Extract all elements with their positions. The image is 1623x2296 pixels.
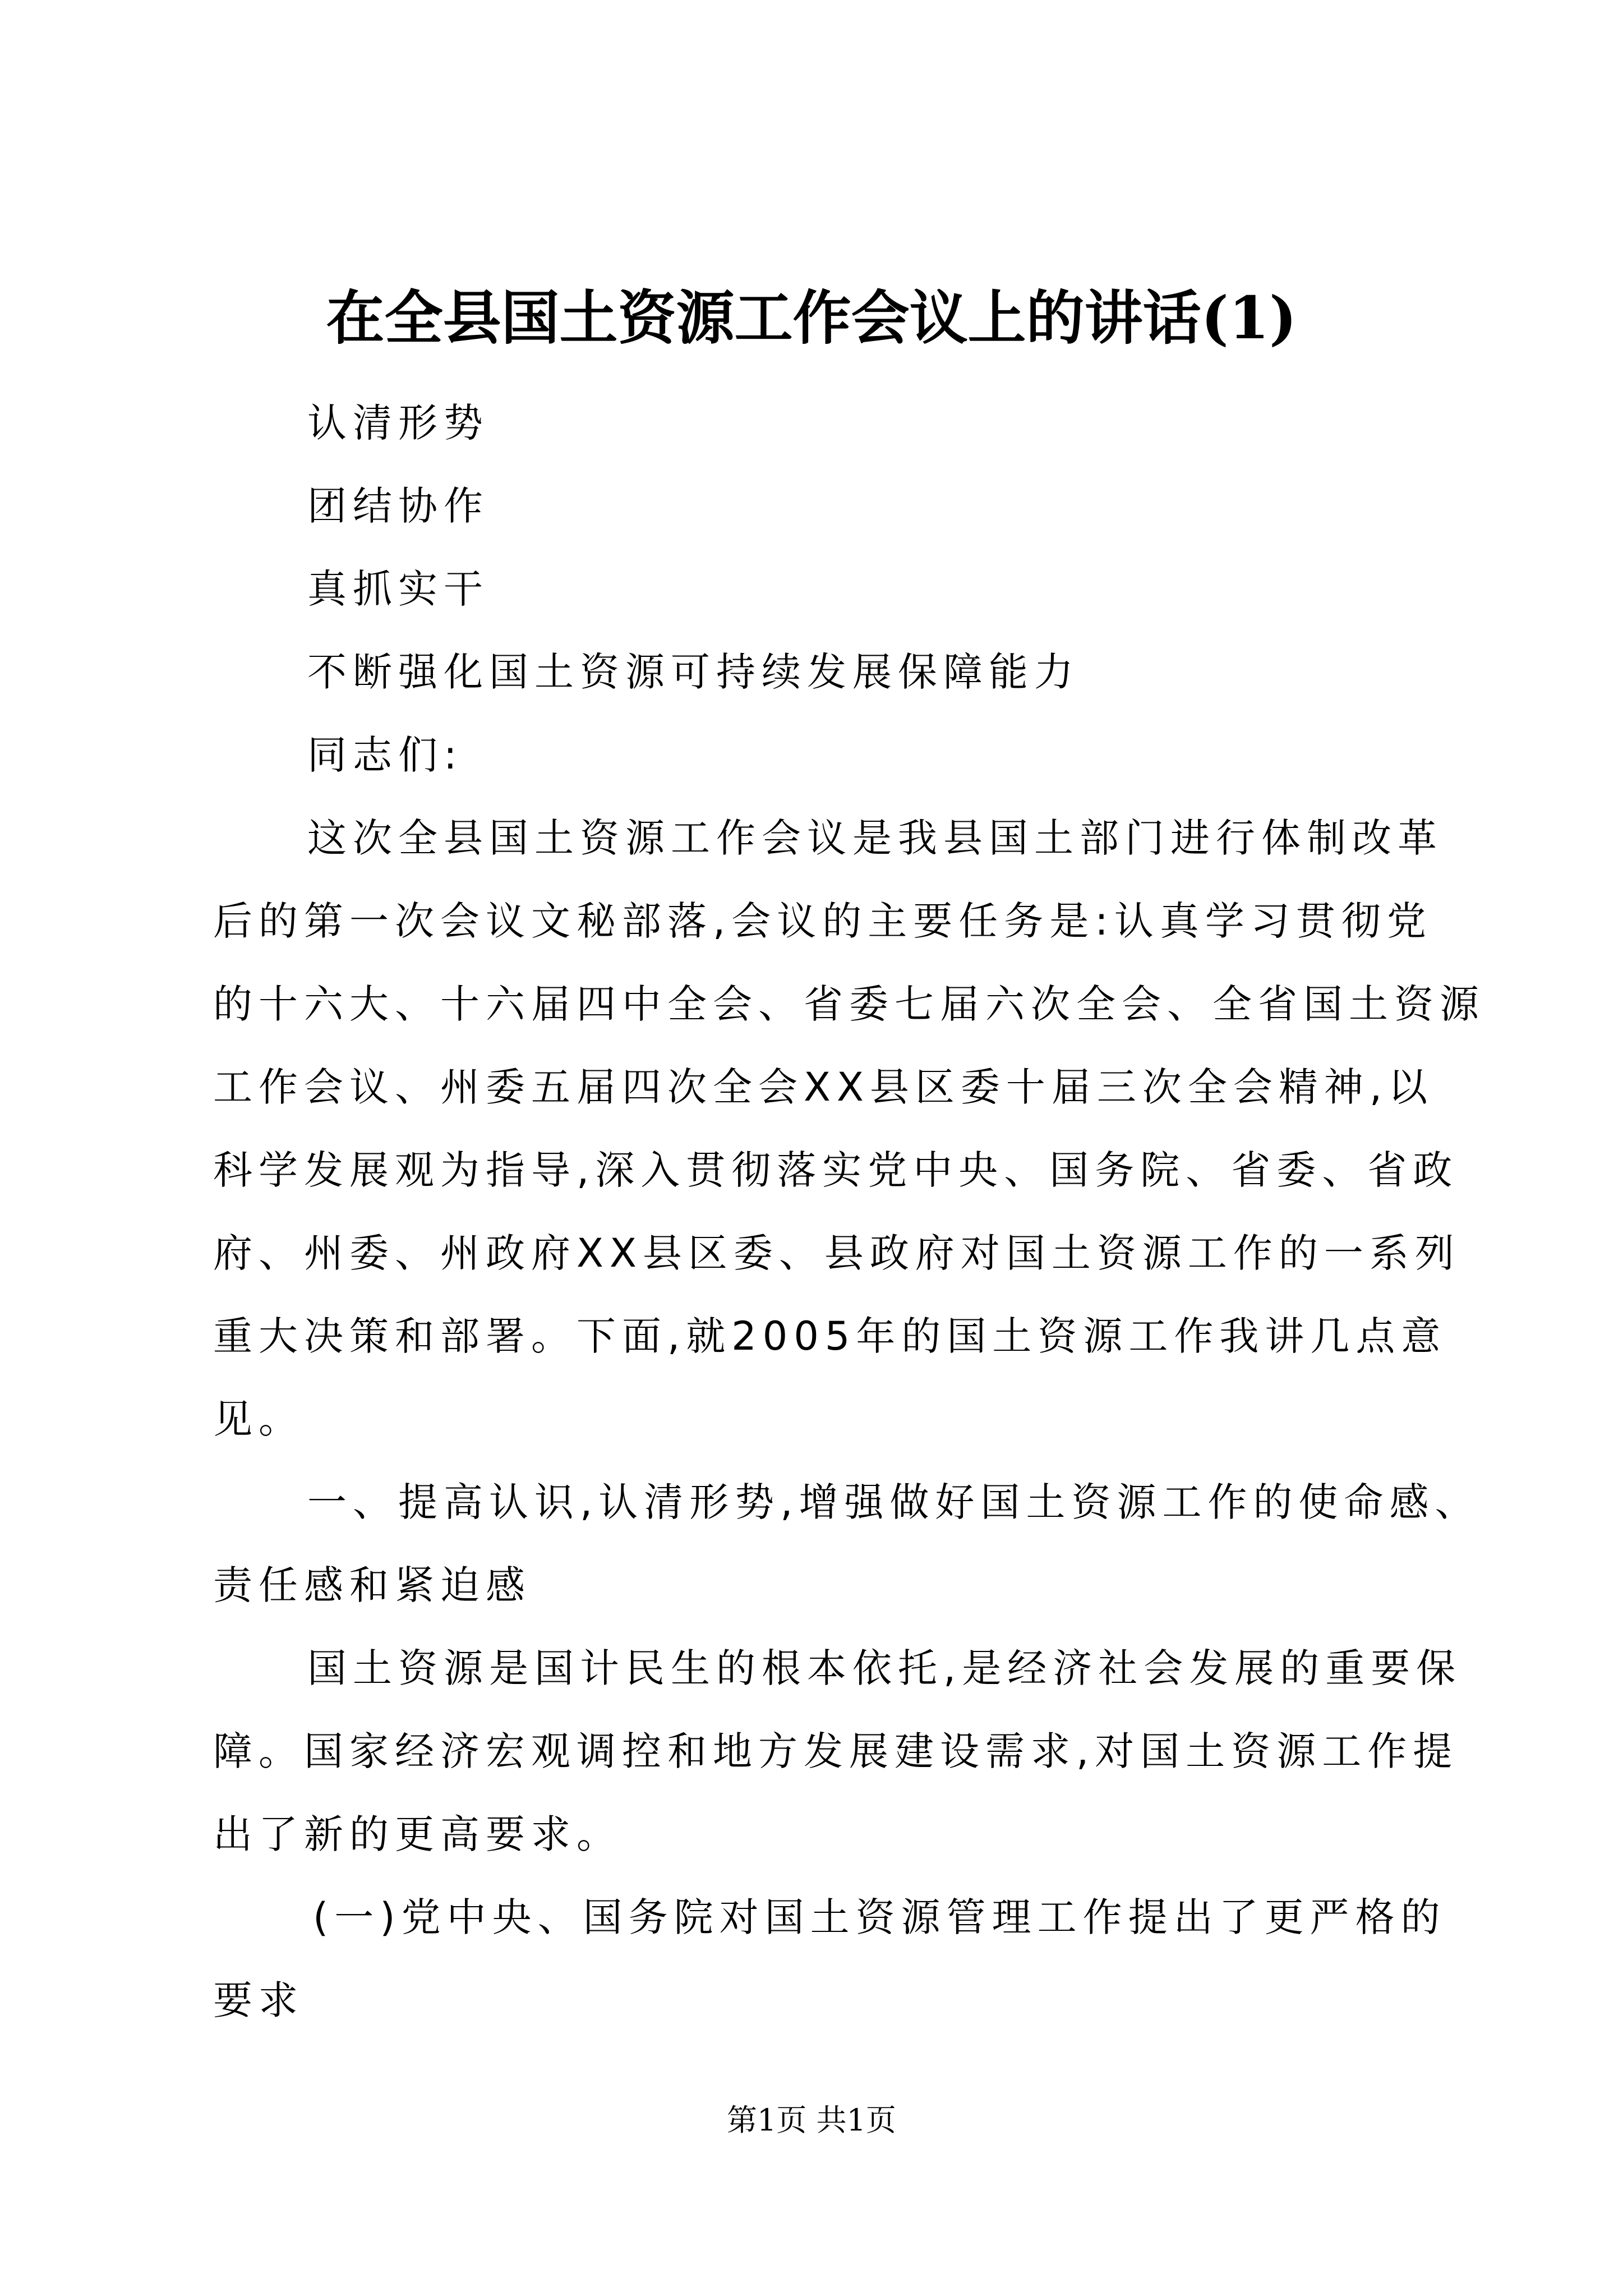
- paragraph-2-line-2: 障。国家经济宏观调控和地方发展建设需求,对国土资源工作提: [213, 1728, 1459, 1774]
- salutation: 同志们:: [307, 732, 463, 778]
- subsection-heading-1-line-1: (一)党中央、国务院对国土资源管理工作提出了更严格的: [313, 1894, 1446, 1940]
- heading-line-1: 认清形势: [307, 400, 489, 446]
- paragraph-1-line-2: 后的第一次会议文秘部落,会议的主要任务是:认真学习贯彻党: [213, 898, 1432, 944]
- paragraph-1-line-7: 重大决策和部署。下面,就2005年的国土资源工作我讲几点意: [213, 1313, 1447, 1359]
- paragraph-2-line-1: 国土资源是国计民生的根本依托,是经济社会发展的重要保: [307, 1645, 1462, 1691]
- heading-line-3: 真抓实干: [307, 566, 489, 612]
- document-title: 在全县国土资源工作会议上的讲话(1): [326, 283, 1297, 352]
- section-heading-1-line-2: 责任感和紧迫感: [213, 1562, 531, 1608]
- document-body: [213, 381, 1485, 2042]
- paragraph-1-line-3: 的十六大、十六届四中全会、省委七届六次全会、全省国土资源: [213, 981, 1485, 1027]
- section-heading-1-line-1: 一、提高认识,认清形势,增强做好国土资源工作的使命感、: [307, 1479, 1481, 1525]
- paragraph-1-line-5: 科学发展观为指导,深入贯彻落实党中央、国务院、省委、省政: [213, 1147, 1459, 1193]
- heading-line-2: 团结协作: [307, 483, 489, 529]
- paragraph-2-line-3: 出了新的更高要求。: [213, 1811, 622, 1857]
- page-footer: 第1页 共1页: [727, 2102, 896, 2138]
- paragraph-1-line-1: 这次全县国土资源工作会议是我县国土部门进行体制改革: [307, 815, 1443, 861]
- subsection-heading-1-line-2: 要求: [213, 1977, 304, 2023]
- paragraph-1-line-4: 工作会议、州委五届四次全会XX县区委十届三次全会精神,以: [213, 1064, 1434, 1110]
- paragraph-1-line-6: 府、州委、州政府XX县区委、县政府对国土资源工作的一系列: [213, 1230, 1460, 1276]
- paragraph-1-line-8: 见。: [213, 1396, 304, 1442]
- heading-line-4: 不断强化国土资源可持续发展保障能力: [307, 649, 1080, 695]
